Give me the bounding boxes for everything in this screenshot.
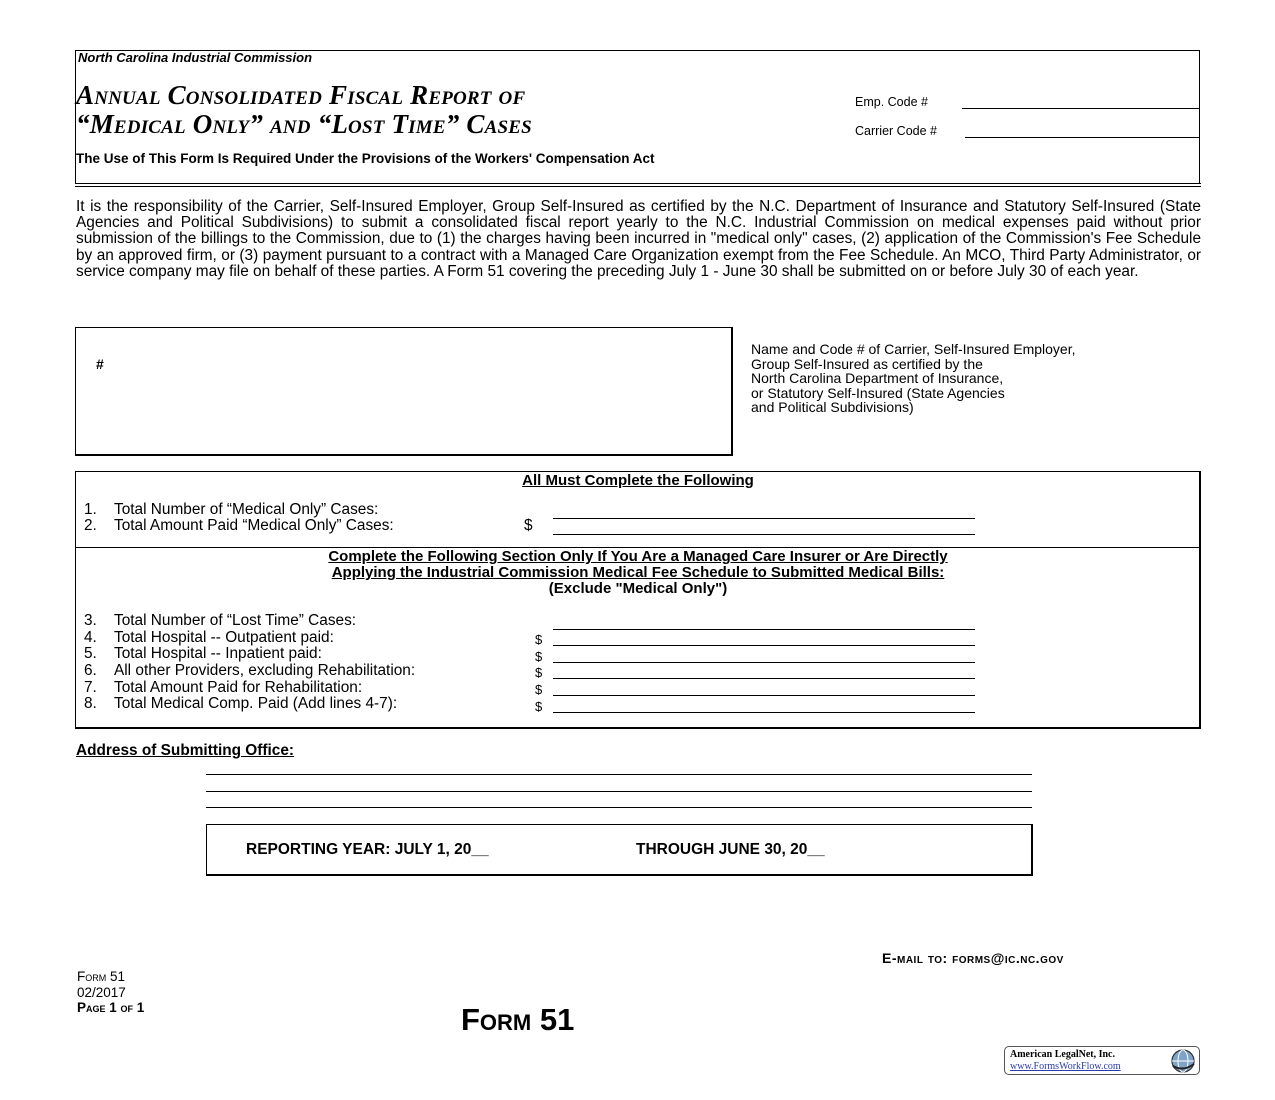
vendor-url[interactable]: www.FormsWorkFlow.com: [1010, 1061, 1121, 1072]
form-title-line2: “Medical Only” and “Lost Time” Cases: [76, 109, 532, 139]
reporting-year-from[interactable]: REPORTING YEAR: JULY 1, 20__: [246, 841, 489, 858]
form-number-large: Form 51: [461, 1002, 575, 1037]
emp-code-field[interactable]: [962, 108, 1199, 109]
line-8: [84, 695, 397, 713]
line-6-field[interactable]: [553, 678, 975, 679]
address-line-1[interactable]: [206, 774, 1032, 775]
line-7-field[interactable]: [553, 695, 975, 696]
footer-revision-date: 02/2017: [77, 985, 126, 1000]
line-label: Total Hospital -- Inpatient paid:: [114, 645, 322, 662]
line-label: Total Number of “Lost Time” Cases:: [114, 612, 357, 629]
address-label: Address of Submitting Office:: [76, 742, 295, 759]
emp-code-label: Emp. Code #: [855, 95, 928, 109]
header-rule: [75, 186, 1201, 187]
line-3: [84, 612, 356, 630]
dollar-sign: $: [524, 517, 533, 534]
carrier-note-line: North Carolina Department of Insurance,: [751, 370, 1004, 387]
carrier-code-field[interactable]: [965, 137, 1199, 138]
intro-paragraph: It is the responsibility of the Carrier, Self-Insured Employer, Group Self-Insured as certified by the N.C. Department of Insurance and Statutory Self-Insured (State Agencies and Political Subdivisions) to submit a consolidated fiscal report yearly to the N.C. Industrial Commission on medical expenses paid without prior submission of the billings to the Commission, due to (1) the charges having been incurred in "medical only" cases, (2) application of the Commission's Fee Schedule by an approved firm, or (3) payment pursuant to a contract with a Managed Care Organization exempt from the Fee Schedule. An MCO, Third Party Administrator, or service company may file on behalf of these parties. A Form 51 covering the preceding July 1 - June 30 shall be submitted on or before July 30 of each year.: [76, 198, 1201, 280]
line-6: [84, 662, 415, 680]
carrier-note-line: or Statutory Self-Insured (State Agencies: [751, 384, 1005, 401]
address-line-3[interactable]: [206, 807, 1032, 808]
line-1-field[interactable]: [553, 518, 975, 519]
email-contact: E-mail to: forms@ic.nc.gov: [882, 950, 1064, 966]
section1-heading: All Must Complete the Following: [522, 472, 754, 489]
line-number: 3.: [84, 612, 97, 629]
dollar-sign: $: [535, 665, 543, 680]
section2-heading-2: Applying the Industrial Commission Medical Fee Schedule to Submitted Medical Bills:: [331, 564, 945, 581]
line-number: 1.: [84, 501, 97, 518]
globe-icon: [1170, 1048, 1196, 1074]
reporting-year-to[interactable]: THROUGH JUNE 30, 20__: [636, 841, 825, 858]
carrier-note: [751, 342, 1076, 415]
vendor-name: American LegalNet, Inc.: [1010, 1049, 1115, 1060]
line-number: 7.: [84, 679, 97, 696]
line-label: Total Amount Paid “Medical Only” Cases:: [114, 517, 394, 534]
line-2: [84, 517, 394, 535]
line-5: [84, 645, 322, 663]
dollar-sign: $: [535, 649, 543, 664]
carrier-code-label: Carrier Code #: [855, 124, 937, 138]
dollar-sign: $: [535, 682, 543, 697]
line-label: Total Amount Paid for Rehabilitation:: [114, 679, 363, 696]
line-3-field[interactable]: [553, 629, 975, 630]
line-label: All other Providers, excluding Rehabilitation:: [114, 662, 416, 679]
header-rule: [75, 183, 1201, 184]
line-number: 5.: [84, 645, 97, 662]
carrier-name-code-field[interactable]: [75, 327, 733, 456]
carrier-note-line: and Political Subdivisions): [751, 399, 914, 416]
carrier-note-line: Group Self-Insured as certified by the: [751, 355, 983, 372]
line-5-field[interactable]: [553, 662, 975, 663]
line-label: Total Number of “Medical Only” Cases:: [114, 501, 379, 518]
line-number: 6.: [84, 662, 97, 679]
footer-form-label: Form 51: [77, 969, 126, 984]
dollar-sign: $: [535, 632, 543, 647]
line-8-field[interactable]: [553, 712, 975, 713]
form-title-line1: Annual Consolidated Fiscal Report of: [76, 80, 526, 110]
line-4-field[interactable]: [553, 645, 975, 646]
dollar-sign: $: [535, 699, 543, 714]
address-line-2[interactable]: [206, 791, 1032, 792]
line-number: 2.: [84, 517, 97, 534]
form-subtitle: The Use of This Form Is Required Under the Provisions of the Workers' Compensation Act: [76, 151, 655, 166]
line-label: Total Medical Comp. Paid (Add lines 4-7):: [114, 695, 398, 712]
line-label: Total Hospital -- Outpatient paid:: [114, 629, 334, 646]
carrier-hash: #: [96, 356, 104, 372]
section2-heading-1: Complete the Following Section Only If You Are a Managed Care Insurer or Are Directly: [328, 548, 948, 565]
line-number: 8.: [84, 695, 97, 712]
footer-page-number: Page 1 of 1: [77, 1000, 145, 1015]
line-number: 4.: [84, 629, 97, 646]
agency-name: North Carolina Industrial Commission: [78, 50, 313, 65]
section2-heading-3: (Exclude "Medical Only"): [548, 580, 728, 597]
carrier-note-line: Name and Code # of Carrier, Self-Insured Employer,: [751, 341, 1076, 357]
line-2-field[interactable]: [553, 534, 975, 535]
